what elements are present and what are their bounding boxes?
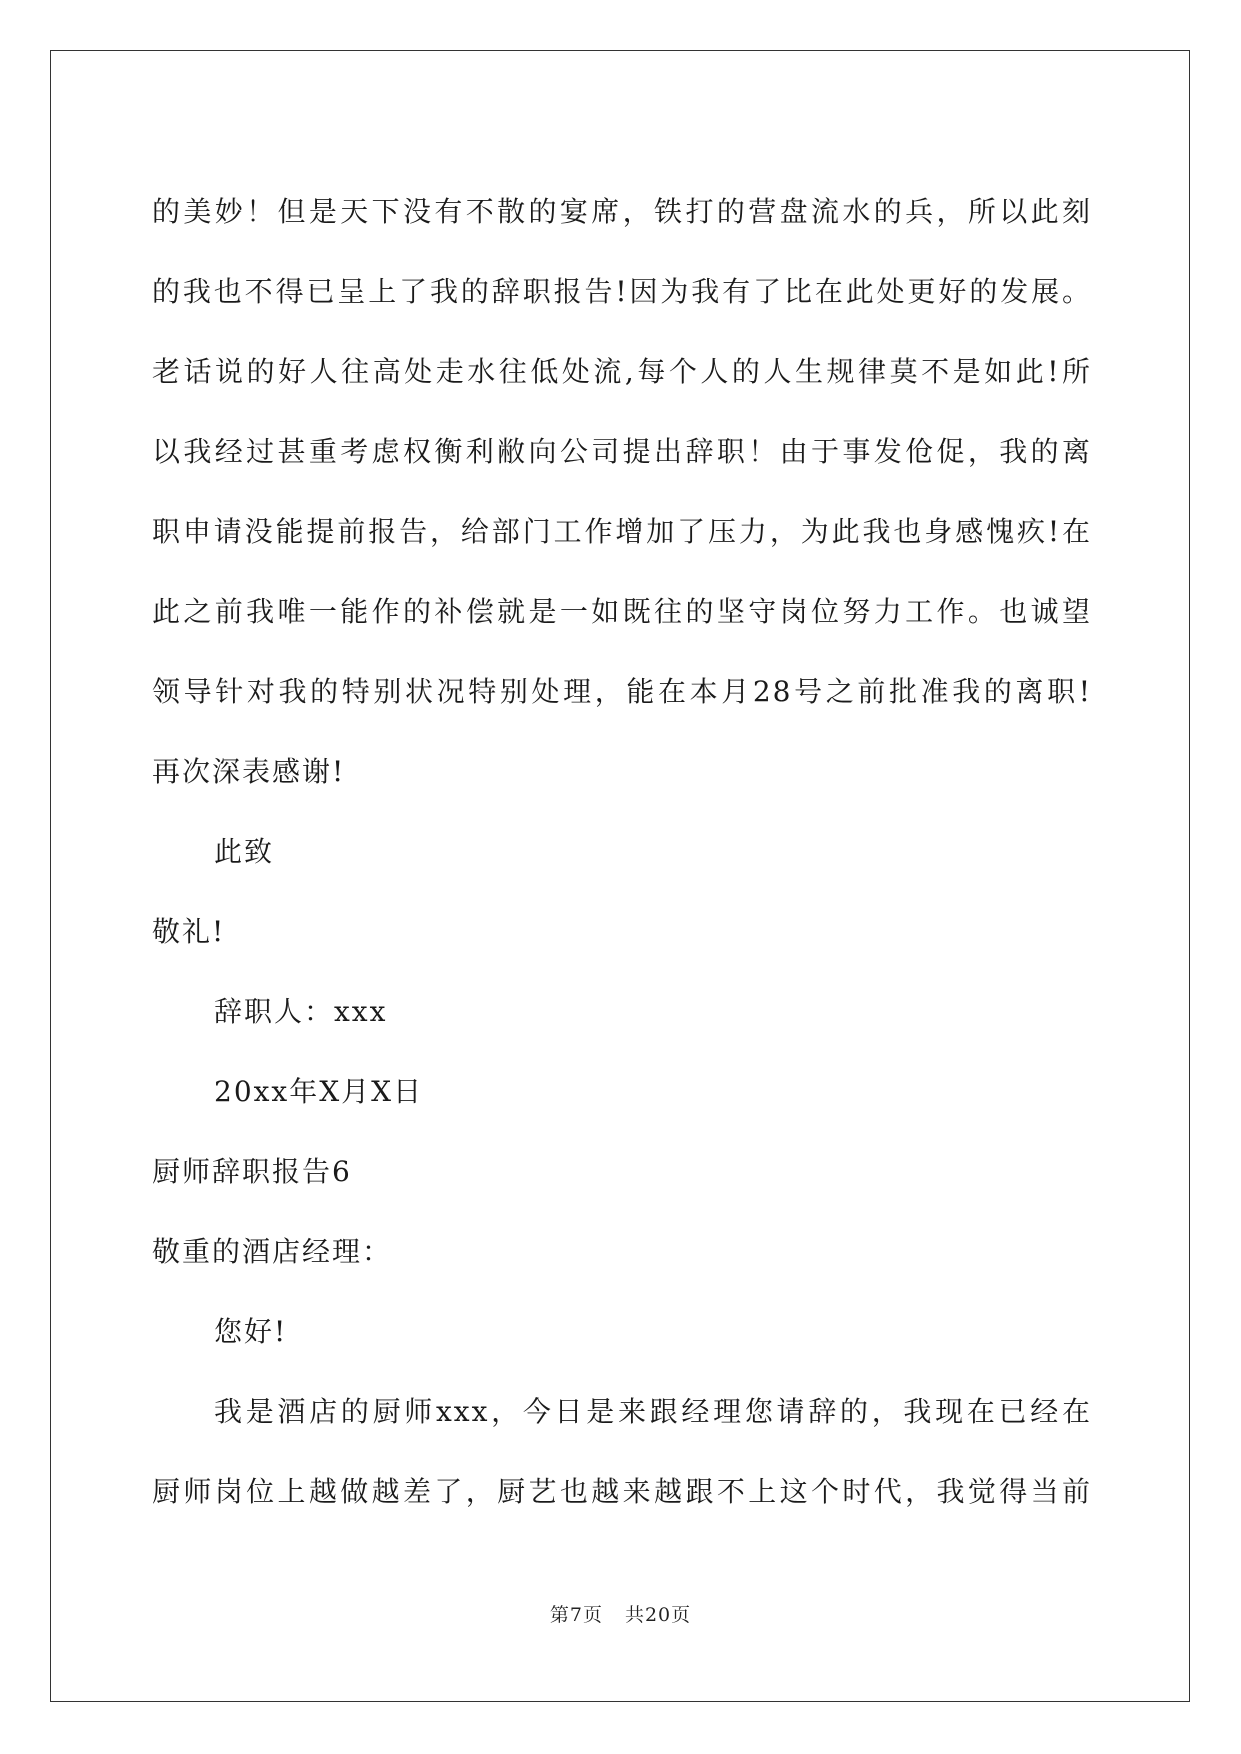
page-footer <box>0 1600 1241 1627</box>
body-line-5: 职申请没能提前报告，给部门工作增加了压力，为此我也身感愧疚!在 <box>152 515 1092 548</box>
section-heading: 厨师辞职报告6 <box>152 1155 352 1188</box>
body-line-7: 领导针对我的特别状况特别处理，能在本月28号之前批准我的离职! <box>152 675 1092 708</box>
signature-line: 辞职人：xxx <box>214 995 388 1028</box>
document-body <box>152 172 1092 1532</box>
body-line-10: 厨师岗位上越做越差了，厨艺也越来越跟不上这个时代，我觉得当前 <box>152 1475 1092 1508</box>
body-line-2: 的我也不得已呈上了我的辞职报告!因为我有了比在此处更好的发展。 <box>152 275 1092 308</box>
body-line-4: 以我经过甚重考虑权衡利敝向公司提出辞职！由于事发伧促，我的离 <box>152 435 1092 468</box>
letter-addressee: 敬重的酒店经理： <box>152 1235 393 1268</box>
body-line-3: 老话说的好人往高处走水往低处流,每个人的人生规律莫不是如此!所 <box>152 355 1092 388</box>
page-number: 第7页 <box>549 1604 603 1626</box>
body-line-1: 的美妙！但是天下没有不散的宴席，铁打的营盘流水的兵，所以此刻 <box>152 195 1092 228</box>
body-line-8: 再次深表感谢! <box>152 755 346 788</box>
body-line-6: 此之前我唯一能作的补偿就是一如既往的坚守岗位努力工作。也诚望 <box>152 595 1092 628</box>
page-total: 共20页 <box>624 1604 692 1626</box>
body-line-9: 我是酒店的厨师xxx，今日是来跟经理您请辞的，我现在已经在 <box>214 1395 1092 1428</box>
closing-regards: 敬礼! <box>152 915 226 948</box>
date-line: 20xx年X月X日 <box>214 1075 424 1108</box>
letter-greeting: 您好! <box>214 1315 288 1348</box>
closing-salutation: 此致 <box>214 835 275 868</box>
